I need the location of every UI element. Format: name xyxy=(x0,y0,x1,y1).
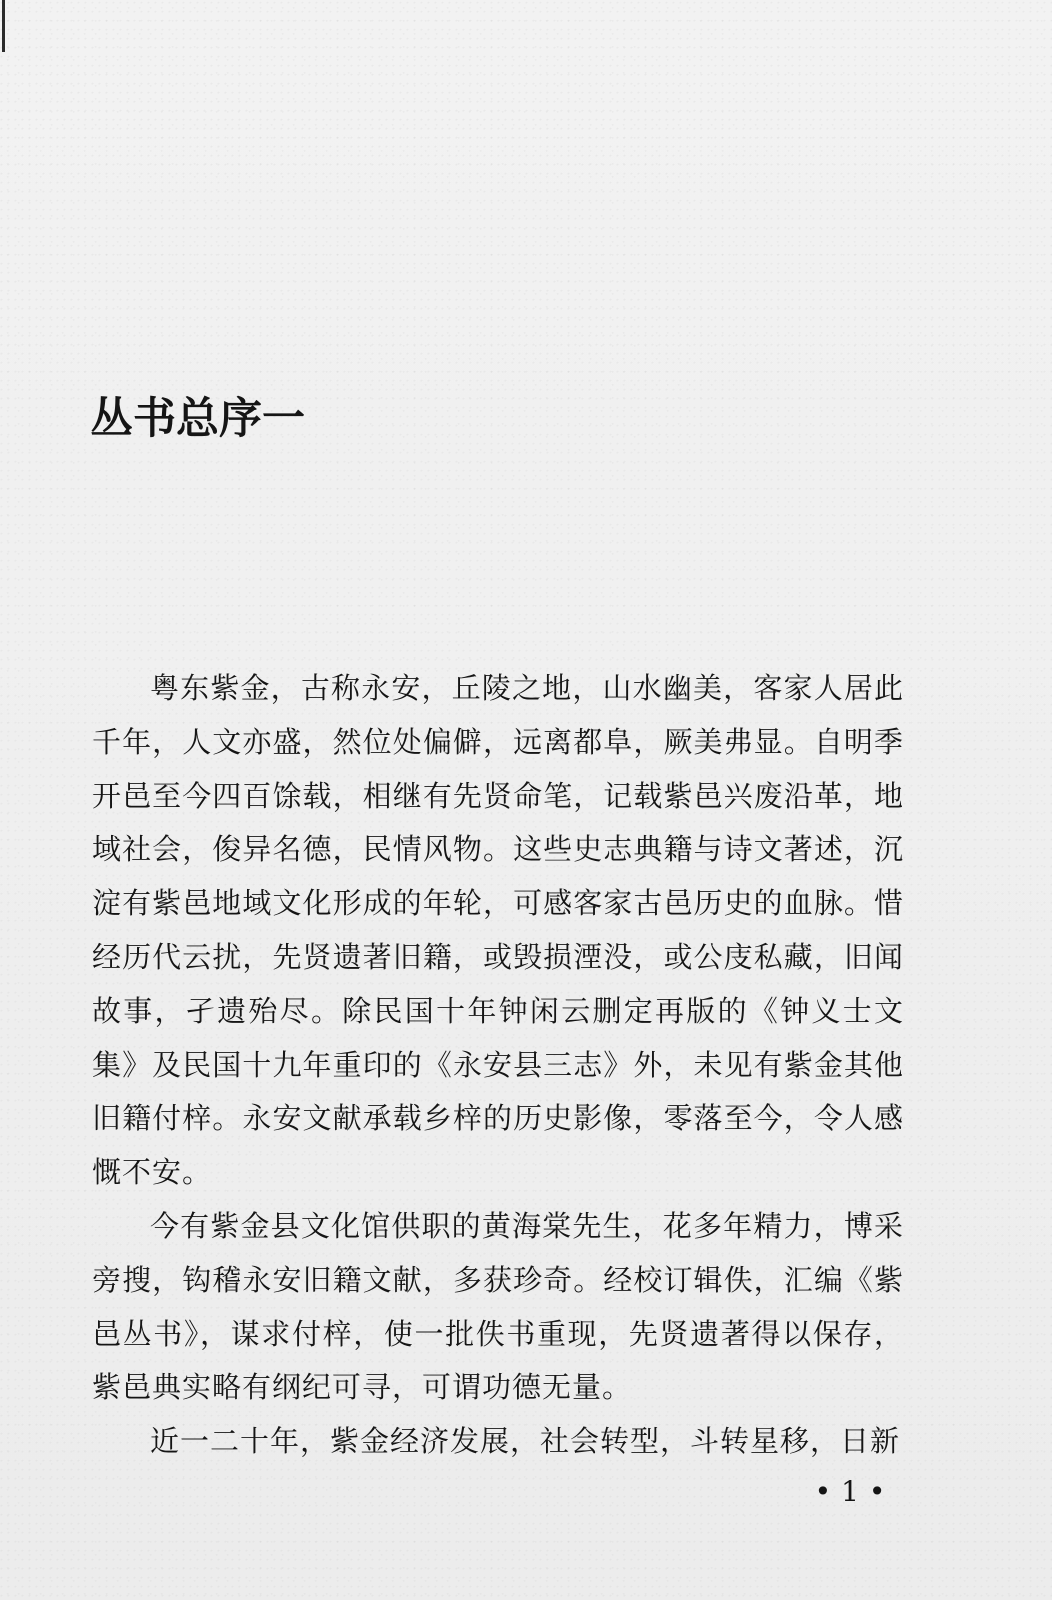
paragraph-1: 粤东紫金，古称永安，丘陵之地，山水幽美，客家人居此千年，人文亦盛，然位处偏僻，远离都阜，厥美弗显。自明季开邑至今四百馀载，相继有先贤命笔，记载紫邑兴废沿革，地域社会，俊异名德，民情风物。这些史志典籍与诗文著述，沉淀有紫邑地域文化形成的年轮，可感客家古邑历史的血脉。惜经历代云扰，先贤遗著旧籍，或毁损湮没，或公庋私藏，旧闻故事，孑遗殆尽。除民国十年钟闲云删定再版的《钟义士文集》及民国十九年重印的《永安县三志》外，未见有紫金其他旧籍付梓。永安文献承载乡梓的历史影像，零落至今，令人感慨不安。 xyxy=(92,671,904,1190)
page-number-dot-left: • xyxy=(814,1475,832,1508)
body-text xyxy=(92,662,904,1469)
page-number-value: 1 xyxy=(841,1475,859,1508)
paragraph-3: 近一二十年，紫金经济发展，社会转型，斗转星移，日新 xyxy=(150,1424,901,1459)
paragraph-2: 今有紫金县文化馆供职的黄海棠先生，花多年精力，博采旁搜，钩稽永安旧籍文献，多获珍奇。经校订辑佚，汇编《紫邑丛书》，谋求付梓，使一批佚书重现，先贤遗著得以保存，紫邑典实略有纲纪可寻，可谓功德无量。 xyxy=(92,1208,904,1405)
scan-edge-mark xyxy=(2,0,5,52)
section-title: 丛书总序一 xyxy=(90,394,305,444)
page-number xyxy=(800,1476,900,1508)
page-number-dot-right: • xyxy=(868,1475,886,1508)
